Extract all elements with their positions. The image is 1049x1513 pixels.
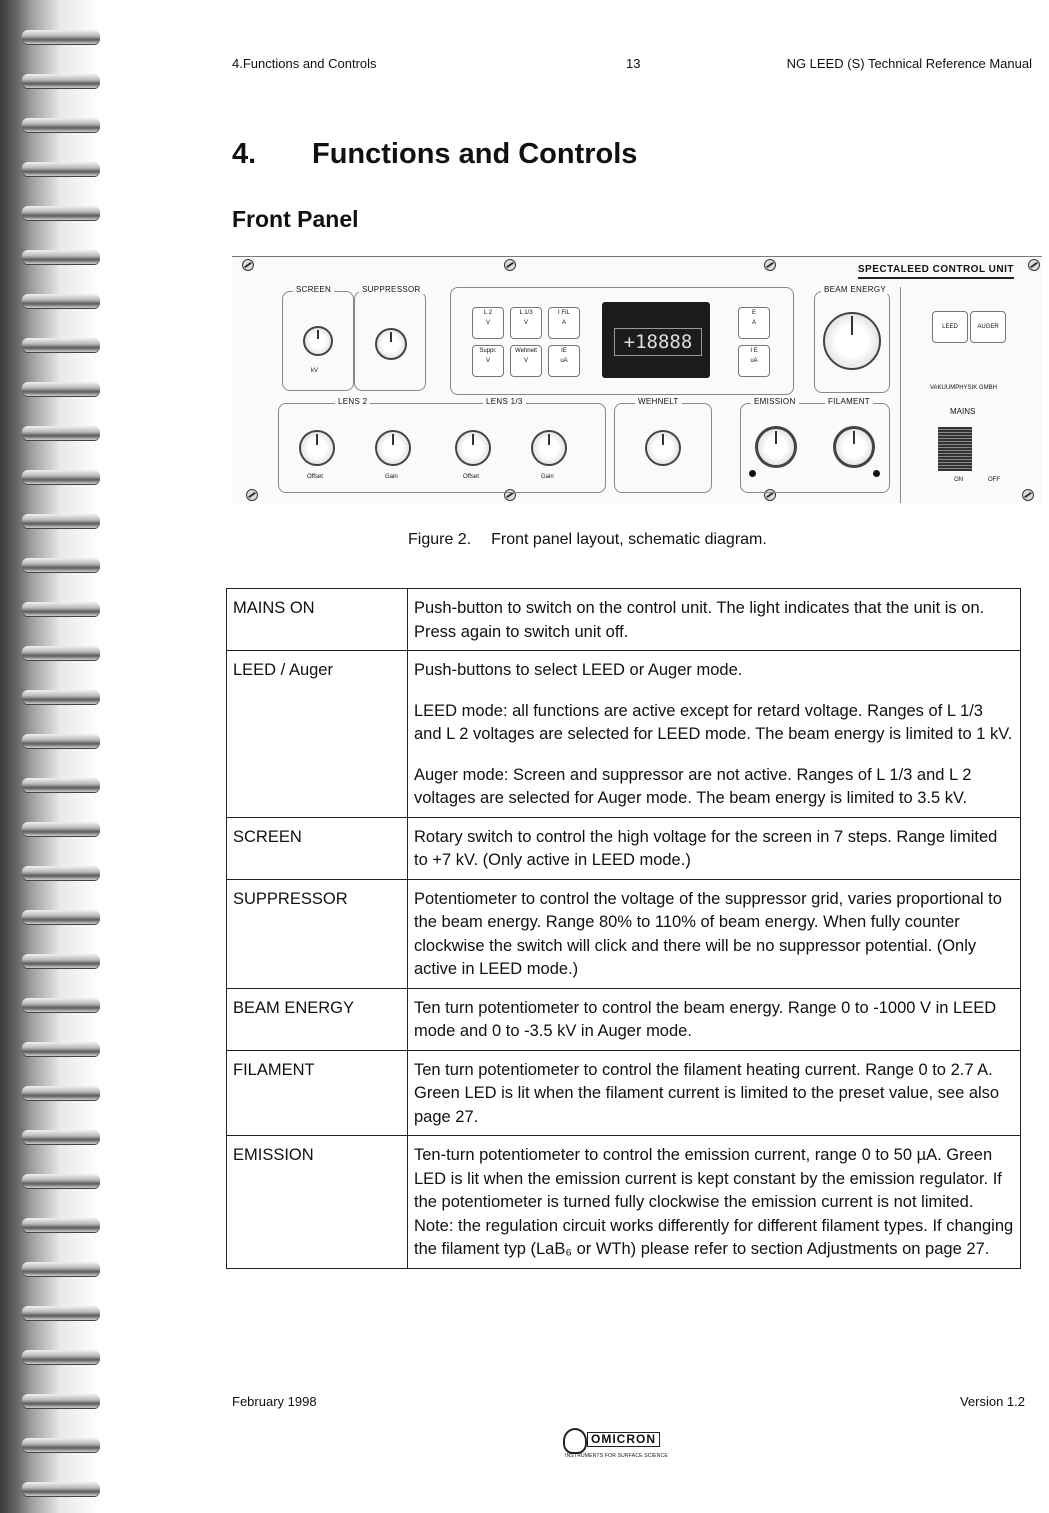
- mains-switch: [938, 427, 972, 471]
- chapter-title-text: Functions and Controls: [312, 138, 638, 170]
- control-description: [408, 589, 1021, 651]
- binding-coil: [22, 998, 100, 1012]
- binding-coil: [22, 954, 100, 968]
- binding-coil: [22, 1482, 100, 1496]
- control-term: SUPPRESSOR: [227, 879, 408, 988]
- page-number: 13: [626, 56, 641, 71]
- table-row: [227, 589, 1021, 651]
- emission-knob: [755, 426, 797, 468]
- header-manual-title: NG LEED (S) Technical Reference Manual: [786, 56, 1032, 71]
- table-row: [227, 1136, 1021, 1269]
- mains-label: MAINS: [950, 407, 976, 416]
- binding-coil: [22, 470, 100, 484]
- binding-coil: [22, 338, 100, 352]
- control-description: [408, 879, 1021, 988]
- beam-energy-label: BEAM ENERGY: [821, 285, 889, 294]
- control-term: EMISSION: [227, 1136, 408, 1269]
- filament-led-icon: [873, 470, 880, 477]
- filament-label: FILAMENT: [825, 397, 873, 406]
- control-term: LEED / Auger: [227, 651, 408, 818]
- figure-label: Figure 2.: [408, 531, 472, 548]
- maker-label: VAKUUMPHYSIK GMBH: [930, 385, 997, 391]
- suppressor-label: SUPPRESSOR: [359, 285, 424, 294]
- table-row: [227, 817, 1021, 879]
- gain-label: Gain: [541, 474, 554, 480]
- wehnelt-button: Wehnelt V: [510, 345, 542, 377]
- description-paragraph: Ten-turn potentiometer to control the emission current, range 0 to 50 µA. Green LED is lit when the emission current is kept constant by the emission regulator. If the potentiometer is turned fully clockwise the emission current is not limited. Note: the regulation circuit works differently for different filament types. If changing the filament typ (LaB₆ or WTh) please refer to section Adjustments on page 27.: [414, 1146, 1014, 1258]
- binding-coil: [22, 1218, 100, 1232]
- auger-button: AUGER: [970, 311, 1006, 343]
- control-term: BEAM ENERGY: [227, 988, 408, 1050]
- control-description: [408, 1050, 1021, 1136]
- suppressor-knob: [375, 328, 407, 360]
- spiral-binding: [0, 0, 105, 1513]
- description-paragraph: Ten turn potentiometer to control the beam energy. Range 0 to -1000 V in LEED mode and 0 to -3.5 kV in Auger mode.: [414, 998, 997, 1040]
- front-panel-figure: [232, 256, 1042, 503]
- chapter-title: [232, 138, 637, 171]
- emission-filament-group: [740, 397, 890, 493]
- logo-tagline: INSTRUMENTS FOR SURFACE SCIENCE: [565, 1453, 668, 1459]
- e-button: E A: [738, 307, 770, 339]
- beam-energy-group: [814, 285, 890, 393]
- table-row: [227, 879, 1021, 988]
- control-term: FILAMENT: [227, 1050, 408, 1136]
- binding-coil: [22, 426, 100, 440]
- screen-label: SCREEN: [293, 285, 334, 294]
- beam-energy-knob: [823, 312, 881, 370]
- description-paragraph: Rotary switch to control the high voltage for the screen in 7 steps. Range limited to +7 kV. (Only active in LEED mode.): [414, 827, 998, 869]
- binding-coil: [22, 910, 100, 924]
- screw-icon: [764, 259, 776, 271]
- gain-label: Gain: [385, 474, 398, 480]
- mains-on-label: ON: [954, 477, 963, 483]
- screw-icon: [1022, 489, 1034, 501]
- binding-coil: [22, 866, 100, 880]
- binding-coil: [22, 1394, 100, 1408]
- binding-coil: [22, 558, 100, 572]
- wehnelt-knob: [645, 430, 681, 466]
- mains-off-label: OFF: [988, 477, 1000, 483]
- ifil-button: I FIL A: [548, 307, 580, 339]
- kv-label: kV: [311, 368, 319, 374]
- binding-coil: [22, 382, 100, 396]
- lens13-offset-knob: [455, 430, 491, 466]
- l13-button: L 1/3 V: [510, 307, 542, 339]
- l2-button: L 2 V: [472, 307, 504, 339]
- binding-coil: [22, 294, 100, 308]
- ie-button: IE uA: [548, 345, 580, 377]
- lens2-offset-knob: [299, 430, 335, 466]
- control-description: [408, 988, 1021, 1050]
- binding-coil: [22, 646, 100, 660]
- emission-label: EMISSION: [751, 397, 799, 406]
- emission-led-icon: [749, 470, 756, 477]
- description-paragraph: Potentiometer to control the voltage of the suppressor grid, varies proportional to the beam energy. Range 80% to 110% of beam energy. When fully counter clockwise the switch will click and there will be no suppressor potential. (Only active in LEED mode.): [414, 889, 1002, 978]
- description-paragraph: Ten turn potentiometer to control the filament heating current. Range 0 to 2.7 A. Green LED is lit when the filament current is limited to the preset value, see also page 27.: [414, 1060, 1000, 1126]
- wehnelt-group: [614, 397, 712, 493]
- binding-coil: [22, 1350, 100, 1364]
- description-paragraph: Push-button to switch on the control unit. The light indicates that the unit is on. Press again to switch unit off.: [414, 599, 985, 641]
- offset-label: Offset: [307, 474, 323, 480]
- description-paragraph: Auger mode: Screen and suppressor are not active. Ranges of L 1/3 and L 2 voltages are selected for Auger mode. The beam energy is limited to 3.5 kV.: [414, 765, 972, 807]
- binding-coil: [22, 734, 100, 748]
- ie2-button: I E uA: [738, 345, 770, 377]
- screw-icon: [1028, 259, 1040, 271]
- binding-coil: [22, 690, 100, 704]
- logo-wordmark: OMICRON: [587, 1432, 660, 1447]
- binding-coil: [22, 250, 100, 264]
- screen-group: [282, 285, 354, 391]
- binding-coil: [22, 1306, 100, 1320]
- digital-display: [602, 302, 710, 378]
- footer-date: February 1998: [232, 1394, 317, 1409]
- binding-coil: [22, 1174, 100, 1188]
- binding-coil: [22, 1438, 100, 1452]
- binding-coil: [22, 162, 100, 176]
- table-row: [227, 1050, 1021, 1136]
- binding-coil: [22, 1042, 100, 1056]
- lens13-label: LENS 1/3: [483, 397, 526, 406]
- footer-version: Version 1.2: [959, 1394, 1025, 1409]
- binding-coil: [22, 514, 100, 528]
- suppr-button: Suppr. V: [472, 345, 504, 377]
- lens13-gain-knob: [531, 430, 567, 466]
- omicron-logo: [563, 1426, 673, 1462]
- binding-coil: [22, 822, 100, 836]
- binding-coil: [22, 602, 100, 616]
- control-description: [408, 817, 1021, 879]
- lens2-gain-knob: [375, 430, 411, 466]
- panel-title: SPECTALEED CONTROL UNIT: [858, 264, 1014, 279]
- suppressor-group: [354, 285, 426, 391]
- binding-coil: [22, 1130, 100, 1144]
- binding-coil: [22, 30, 100, 44]
- binding-coil: [22, 1262, 100, 1276]
- screw-icon: [246, 489, 258, 501]
- screw-icon: [242, 259, 254, 271]
- control-term: SCREEN: [227, 817, 408, 879]
- lens-group: [278, 397, 606, 493]
- control-description: [408, 651, 1021, 818]
- table-row: [227, 651, 1021, 818]
- binding-coil: [22, 206, 100, 220]
- screen-rotary-switch: [303, 326, 333, 356]
- offset-label: Offset: [463, 474, 479, 480]
- header-chapter: 4.Functions and Controls: [232, 56, 377, 71]
- table-row: [227, 988, 1021, 1050]
- binding-coil: [22, 778, 100, 792]
- wehnelt-label: WEHNELT: [635, 397, 682, 406]
- display-readout: +18888: [614, 328, 702, 356]
- control-description: [408, 1136, 1021, 1269]
- figure-caption-text: Front panel layout, schematic diagram.: [491, 531, 767, 548]
- leed-button: LEED: [932, 311, 968, 343]
- control-term: MAINS ON: [227, 589, 408, 651]
- binding-coil: [22, 1086, 100, 1100]
- section-title: Front Panel: [232, 206, 359, 232]
- screw-icon: [504, 259, 516, 271]
- binding-coil: [22, 118, 100, 132]
- panel-divider: [900, 287, 901, 503]
- binding-coil: [22, 74, 100, 88]
- omicron-logo-icon: [563, 1428, 587, 1454]
- description-paragraph: LEED mode: all functions are active except for retard voltage. Ranges of L 1/3 and L 2 voltages are selected for LEED mode. The beam energy is limited to 1 kV.: [414, 701, 1013, 743]
- controls-table: [226, 588, 1021, 1269]
- description-paragraph: Push-buttons to select LEED or Auger mode.: [414, 661, 743, 679]
- filament-knob: [833, 426, 875, 468]
- lens2-label: LENS 2: [335, 397, 370, 406]
- chapter-number: 4.: [232, 138, 257, 170]
- figure-caption: [408, 531, 767, 549]
